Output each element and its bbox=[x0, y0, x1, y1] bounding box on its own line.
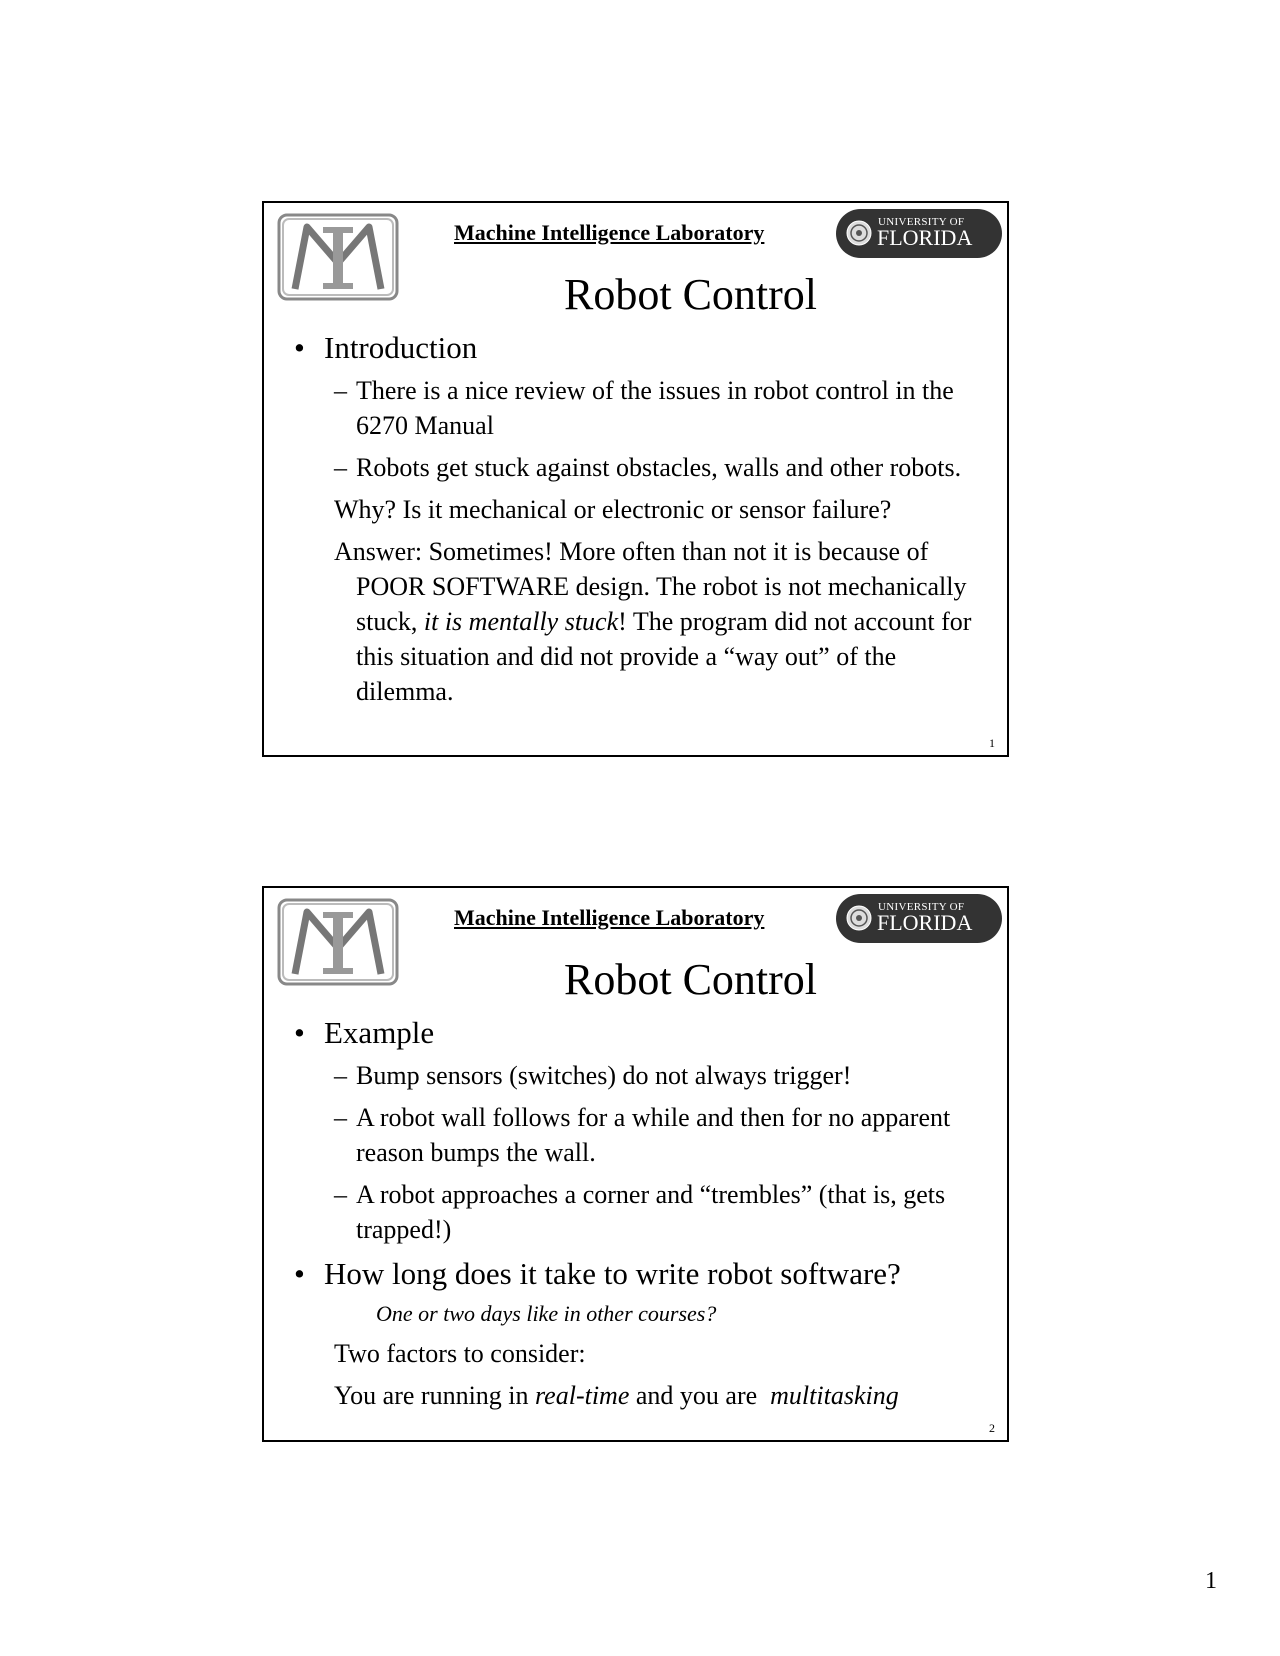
slide-number: 1 bbox=[989, 736, 995, 750]
page-number: 1 bbox=[1205, 1568, 1217, 1594]
uf-logo-name: FLORIDA bbox=[877, 225, 973, 250]
answer-paragraph bbox=[294, 534, 984, 709]
sub-bullet-wall-follow: – A robot wall follows for a while and then for no apparent reason bumps the wall. bbox=[294, 1100, 984, 1170]
uf-logo bbox=[836, 894, 1002, 943]
slide-title: Robot Control bbox=[564, 270, 818, 319]
lab-title: Machine Intelligence Laboratory bbox=[454, 905, 765, 930]
uf-logo-top: UNIVERSITY OF bbox=[878, 901, 965, 913]
slide-1 bbox=[262, 201, 1009, 757]
answer-emphasis: it is mentally stuck bbox=[423, 607, 619, 636]
sub-bullet-corner: – A robot approaches a corner and “trembles” (that is, gets trapped!) bbox=[294, 1177, 984, 1247]
slide-content bbox=[294, 328, 984, 716]
slide-2 bbox=[262, 886, 1009, 1442]
bullet-introduction: • Introduction bbox=[294, 328, 984, 368]
slide-number: 2 bbox=[989, 1421, 995, 1435]
sub-bullet-bump-sensors: – Bump sensors (switches) do not always trigger! bbox=[294, 1058, 984, 1093]
mil-logo-icon bbox=[277, 213, 399, 301]
factors-line: Two factors to consider: bbox=[334, 1339, 586, 1368]
why-question: Why? Is it mechanical or electronic or sensor failure? bbox=[334, 495, 892, 524]
italic-note: One or two days like in other courses? bbox=[376, 1301, 717, 1326]
uf-seal-icon bbox=[846, 220, 872, 246]
bullet-example: • Example bbox=[294, 1013, 984, 1053]
running-text-a: You are running in bbox=[334, 1381, 536, 1410]
sub-bullet-stuck: – Robots get stuck against obstacles, walls and other robots. bbox=[294, 450, 984, 485]
sub-bullet-review: – There is a nice review of the issues in robot control in the 6270 Manual bbox=[294, 373, 984, 443]
lab-title: Machine Intelligence Laboratory bbox=[454, 220, 765, 245]
running-line bbox=[294, 1378, 984, 1413]
uf-logo bbox=[836, 209, 1002, 258]
slide-content bbox=[294, 1013, 984, 1420]
slide-title: Robot Control bbox=[564, 955, 818, 1004]
answer-text-a: Answer: Sometimes! More often than not it is because of POOR SOFTWARE design. The robot is not mechanically stuck, bbox=[334, 537, 967, 636]
uf-logo-name: FLORIDA bbox=[877, 910, 973, 935]
uf-seal-icon bbox=[846, 905, 872, 931]
uf-logo-top: UNIVERSITY OF bbox=[878, 216, 965, 228]
answer-text-b: ! The program did not account for this situation and did not provide a “way out” of the dilemma. bbox=[356, 607, 972, 706]
running-emphasis-multitasking: multitasking bbox=[770, 1381, 899, 1410]
bullet-how-long: • How long does it take to write robot software? bbox=[294, 1254, 984, 1294]
running-text-b: and you are bbox=[629, 1381, 771, 1410]
mil-logo-icon bbox=[277, 898, 399, 986]
running-emphasis-realtime: real-time bbox=[535, 1381, 630, 1410]
